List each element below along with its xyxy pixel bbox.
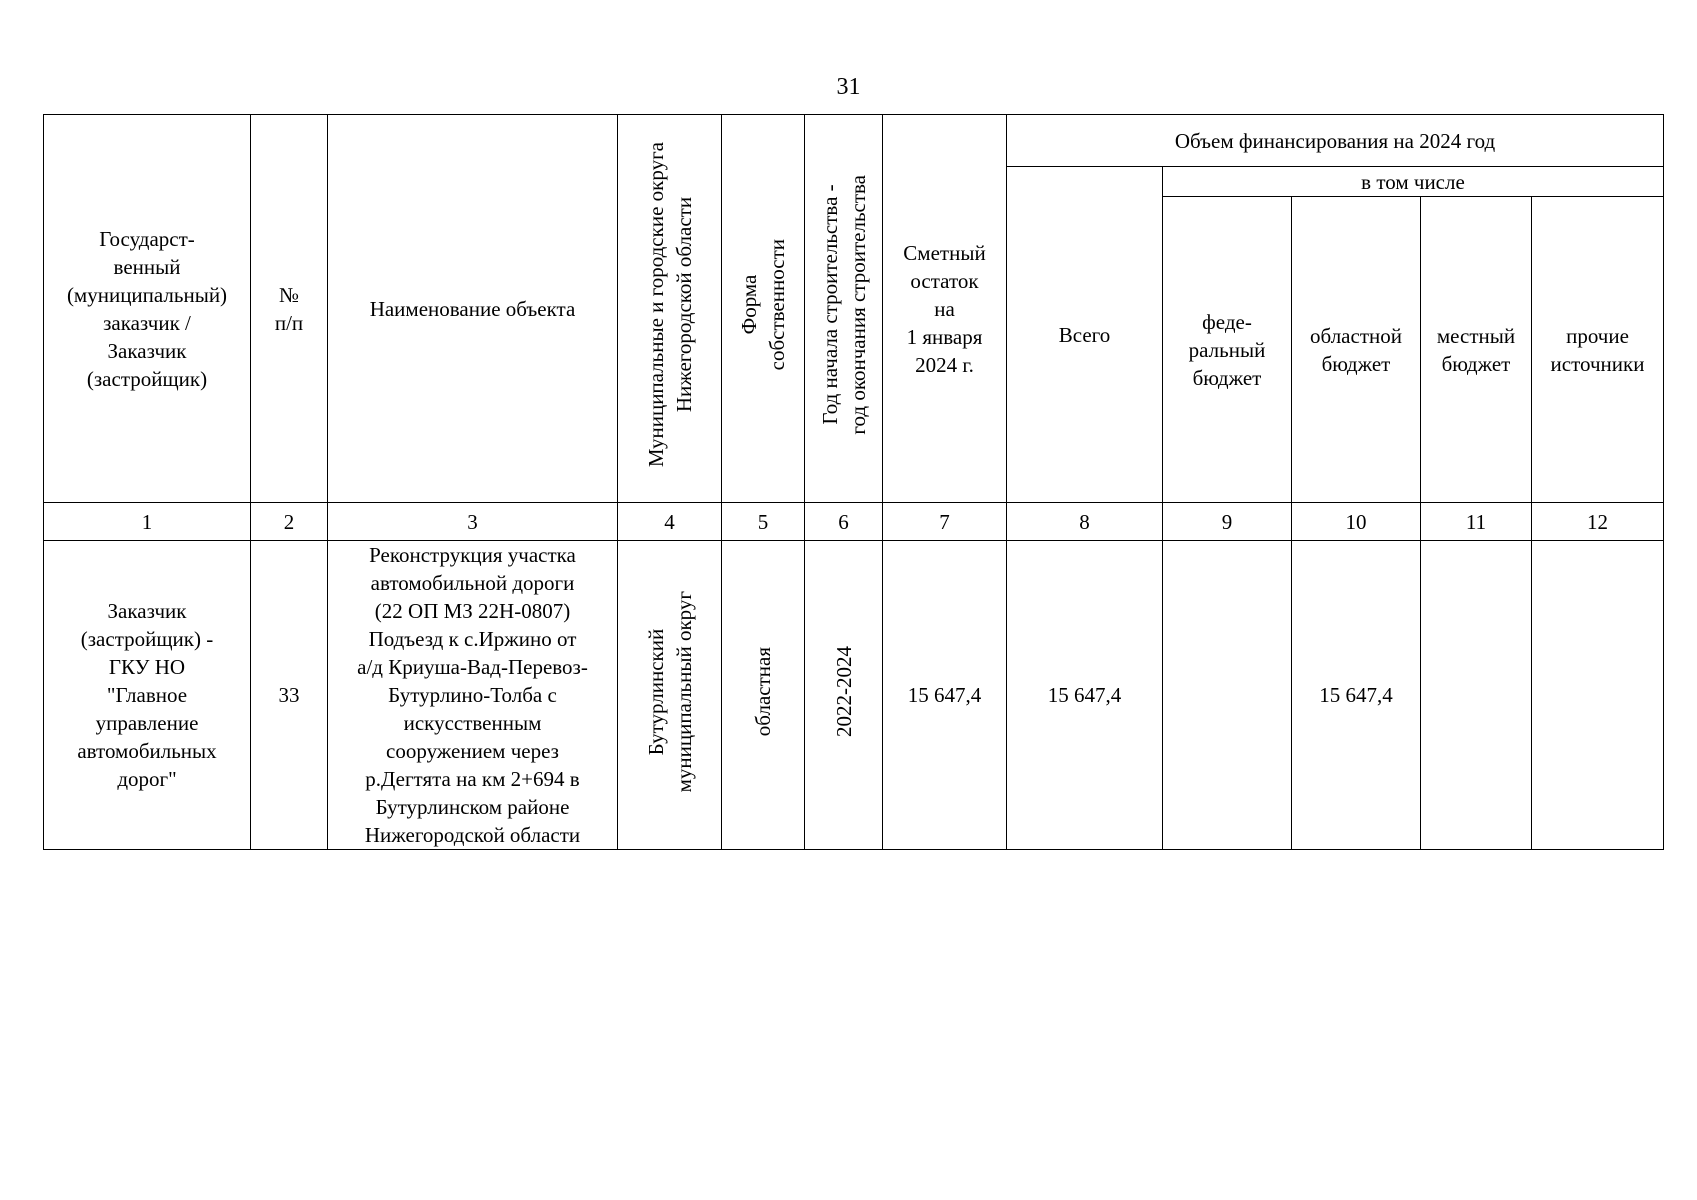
header-including: в том числе — [1163, 167, 1664, 197]
header-customer: Государст- венный (муниципальный) заказчик / Заказчик (застройщик) — [44, 115, 251, 503]
cell-federal-budget — [1163, 541, 1292, 850]
page-number: 31 — [836, 74, 861, 100]
column-number: 9 — [1163, 503, 1292, 541]
table-row — [44, 541, 1664, 850]
column-number: 5 — [722, 503, 805, 541]
header-object-name: Наименование объекта — [328, 115, 618, 503]
column-number-row — [44, 503, 1664, 541]
cell-customer: Заказчик (застройщик) - ГКУ НО "Главное управление автомобильных дорог" — [44, 541, 251, 850]
cell-regional-budget: 15 647,4 — [1292, 541, 1421, 850]
cell-total: 15 647,4 — [1007, 541, 1163, 850]
column-number: 1 — [44, 503, 251, 541]
column-number: 8 — [1007, 503, 1163, 541]
column-number: 7 — [883, 503, 1007, 541]
header-ownership-form: Форма собственности — [722, 115, 805, 503]
cell-construction-years: 2022-2024 — [805, 541, 883, 850]
header-municipalities: Муниципальные и городские округа Нижегородской области — [618, 115, 722, 503]
cell-ownership-form: областная — [722, 541, 805, 850]
cell-estimate-remainder: 15 647,4 — [883, 541, 1007, 850]
header-local-budget: местный бюджет — [1421, 197, 1532, 503]
column-number: 6 — [805, 503, 883, 541]
column-number: 4 — [618, 503, 722, 541]
cell-municipality: Бутурлинский муниципальный округ — [618, 541, 722, 850]
cell-object-name: Реконструкция участка автомобильной дороги (22 ОП МЗ 22Н-0807) Подъезд к с.Иржино от а/д Криуша-Вад-Перевоз- Бутурлино-Толба с искусственным сооружением через р.Дегтята на км 2+694 в Бутурлинском районе Нижегородской области — [328, 541, 618, 850]
header-construction-years: Год начала строительства - год окончания строительства — [805, 115, 883, 503]
column-number: 3 — [328, 503, 618, 541]
header-row-number: № п/п — [251, 115, 328, 503]
column-number: 12 — [1532, 503, 1664, 541]
cell-local-budget — [1421, 541, 1532, 850]
column-number: 11 — [1421, 503, 1532, 541]
header-other-sources: прочие источники — [1532, 197, 1664, 503]
construction-financing-table — [43, 114, 1664, 850]
column-number: 10 — [1292, 503, 1421, 541]
header-estimate-remainder: Сметный остаток на 1 января 2024 г. — [883, 115, 1007, 503]
header-federal-budget: феде- ральный бюджет — [1163, 197, 1292, 503]
cell-row-number: 33 — [251, 541, 328, 850]
header-regional-budget: областной бюджет — [1292, 197, 1421, 503]
header-financing-2024: Объем финансирования на 2024 год — [1007, 115, 1664, 167]
column-number: 2 — [251, 503, 328, 541]
cell-other-sources — [1532, 541, 1664, 850]
header-total: Всего — [1007, 167, 1163, 503]
